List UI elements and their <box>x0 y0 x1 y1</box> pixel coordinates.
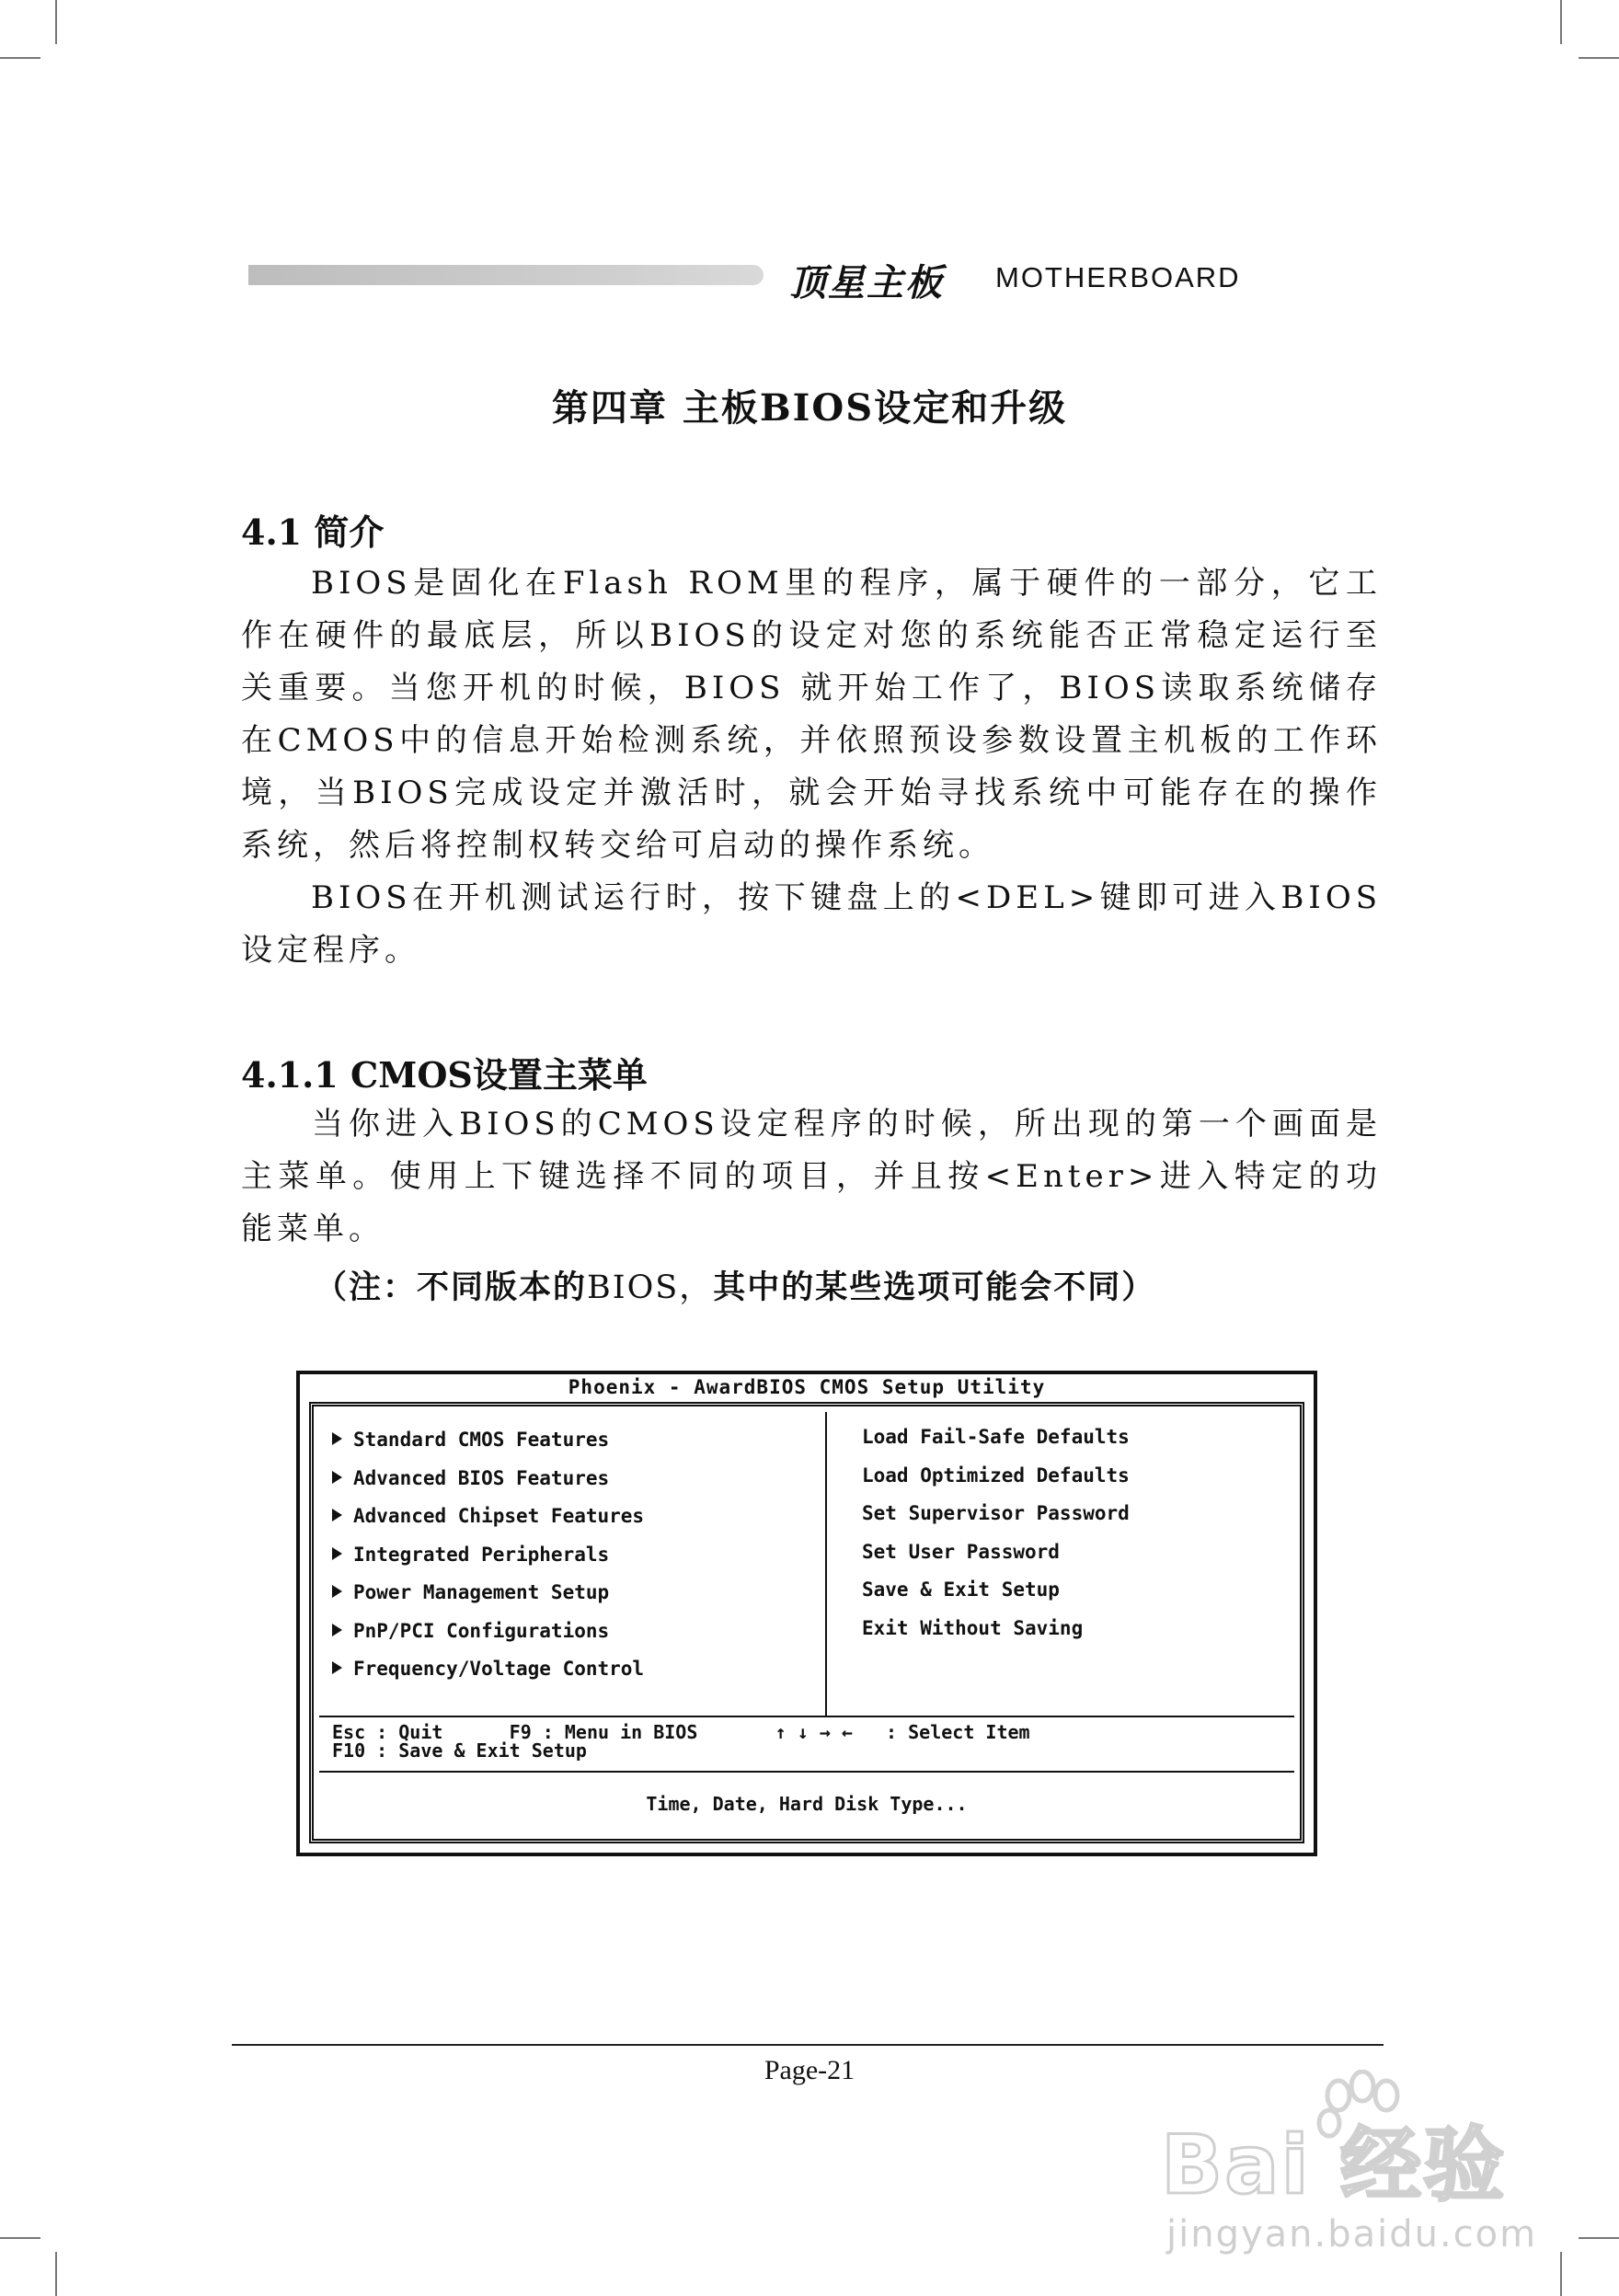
bios-menu-item-label: Integrated Peripherals <box>353 1543 610 1566</box>
bios-menu-item[interactable] <box>332 1429 644 1467</box>
section-heading-4-1-1: 4.1.1 CMOS设置主菜单 <box>241 1054 648 1096</box>
bios-action-item[interactable]: Load Optimized Defaults <box>862 1464 1130 1487</box>
crop-mark <box>1579 57 1619 59</box>
intro-paragraph-2-text: BIOS在开机测试运行时，按下键盘上的<DEL>键即可进入BIOS设定程序。 <box>241 879 1382 969</box>
submenu-arrow-icon <box>332 1432 342 1445</box>
submenu-arrow-icon <box>332 1509 342 1521</box>
crop-mark <box>55 2252 57 2296</box>
intro-paragraph-1 <box>241 557 1382 872</box>
bios-menu-item[interactable] <box>332 1505 644 1544</box>
bios-menu-item[interactable] <box>332 1581 644 1620</box>
bios-help-line-2: F10 : Save & Exit Setup <box>332 1739 587 1762</box>
crop-mark <box>1560 0 1562 44</box>
crop-mark <box>55 0 57 44</box>
bios-action-item[interactable]: Load Fail-Safe Defaults <box>862 1426 1130 1448</box>
bios-help-bar <box>319 1717 1294 1773</box>
brand-logo-cn: 顶星主板 <box>789 262 944 304</box>
submenu-arrow-icon <box>332 1624 342 1636</box>
bios-menu-item-label: Power Management Setup <box>353 1581 610 1603</box>
bios-menu-item-label: Frequency/Voltage Control <box>353 1658 645 1680</box>
bios-action-item[interactable]: Exit Without Saving <box>862 1616 1084 1639</box>
bios-status-line: Time, Date, Hard Disk Type... <box>646 1793 968 1815</box>
crop-mark <box>0 2237 40 2239</box>
bios-main-menu <box>319 1412 1294 1717</box>
note-open: （注： <box>315 1269 418 1306</box>
section-heading-4-1: 4.1 简介 <box>241 511 385 553</box>
note-bios: BIOS， <box>587 1269 714 1306</box>
version-note <box>315 1262 1155 1308</box>
page-number: Page-21 <box>764 2055 855 2085</box>
bios-action-item[interactable]: Set Supervisor Password <box>862 1502 1130 1524</box>
watermark-url: jingyan.baidu.com <box>1166 2213 1538 2256</box>
crop-mark <box>0 57 40 59</box>
bios-action-item[interactable]: Set User Password <box>862 1540 1060 1563</box>
brand-logo-en: MOTHERBOARD <box>995 261 1241 293</box>
bios-frame <box>309 1402 1304 1843</box>
chapter-title: 第四章 主板BIOS设定和升级 <box>551 386 1068 430</box>
bios-menu-item-label: Advanced Chipset Features <box>353 1505 645 1527</box>
bios-screenshot <box>296 1371 1317 1856</box>
bios-left-menu <box>332 1429 644 1696</box>
bios-menu-item-label: Advanced BIOS Features <box>353 1466 610 1489</box>
crop-mark <box>1560 2252 1562 2296</box>
bios-help-line-1: Esc : Quit F9 : Menu in BIOS ↑ ↓ → ← : Select Item <box>332 1721 1030 1743</box>
bios-column-divider <box>825 1412 827 1716</box>
bios-menu-item-label: Standard CMOS Features <box>353 1429 610 1451</box>
bios-menu-item-label: PnP/PCI Configurations <box>353 1619 610 1642</box>
watermark-logo-text: Bai 经验 <box>1161 2118 1507 2212</box>
note-rest: 其中的某些选项可能会不同） <box>713 1269 1156 1306</box>
bios-menu-item[interactable] <box>332 1658 644 1696</box>
cmos-paragraph <box>241 1098 1382 1256</box>
bios-menu-item[interactable] <box>332 1620 644 1659</box>
bios-menu-item[interactable] <box>332 1467 644 1506</box>
bios-right-menu <box>862 1426 1130 1655</box>
cmos-paragraph-text: 当你进入BIOS的CMOS设定程序的时候，所出现的第一个画面是主菜单。使用上下键选择不同的项目，并且按<Enter>进入特定的功能菜单。 <box>241 1106 1382 1247</box>
intro-paragraph-1-text: BIOS是固化在Flash ROM里的程序，属于硬件的一部分，它工作在硬件的最底层，所以BIOS的设定对您的系统能否正常稳定运行至关重要。当您开机的时候，BIOS 就开始工作了，BIOS读取系统储存在CMOS中的信息开始检测系统，并依照预设参数设置主机板的工作环境，当BIOS完成设定并激活时，就会开始寻找系统中可能存在的操作系统，然后将控制权转交给可启动的操作系统。 <box>241 565 1382 864</box>
bios-menu-item[interactable] <box>332 1544 644 1582</box>
bios-action-item[interactable]: Save & Exit Setup <box>862 1578 1060 1601</box>
footer-rule <box>232 2044 1384 2046</box>
submenu-arrow-icon <box>332 1547 342 1560</box>
submenu-arrow-icon <box>332 1471 342 1484</box>
submenu-arrow-icon <box>332 1585 342 1598</box>
crop-mark <box>1579 2237 1619 2239</box>
note-bold: 不同版本的 <box>417 1269 588 1306</box>
bios-title: Phoenix - AwardBIOS CMOS Setup Utility <box>568 1376 1046 1398</box>
submenu-arrow-icon <box>332 1661 342 1674</box>
intro-paragraph-2 <box>241 872 1382 977</box>
header-bar <box>248 265 764 285</box>
